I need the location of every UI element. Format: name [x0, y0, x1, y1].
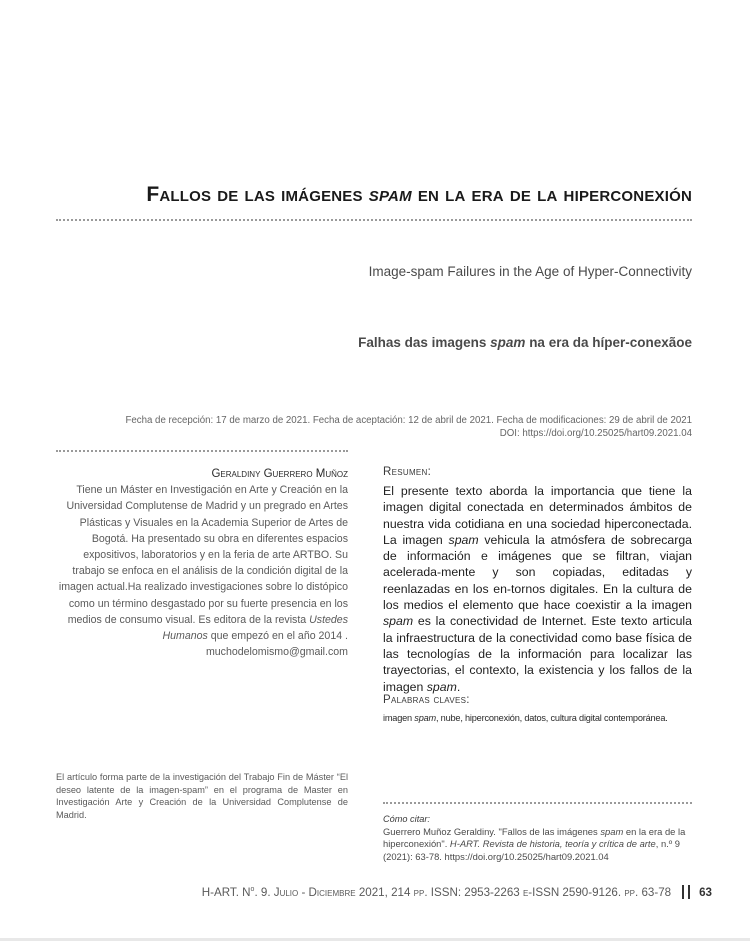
title-divider	[56, 219, 692, 221]
subtitle-pt-italic: spam	[490, 335, 526, 350]
abstract-heading: Resumen:	[383, 466, 432, 478]
abstract-part: vehicula la atmósfera de sobrecarga de información e imágenes que se filtran, viajan acelerada-mente y son copiadas, editadas y reenlazadas en los en-tornos digitales. En la cultura de los medios el elemento que hace coexistir a la imagen	[383, 532, 692, 613]
author-bio-text-end: que empezó en el año 2014 .	[207, 630, 348, 643]
footer-part: H-ART. N	[201, 885, 251, 899]
doi-line[interactable]: DOI: https://doi.org/10.25025/hart09.2021.04	[499, 428, 692, 439]
dates-line: Fecha de recepción: 17 de marzo de 2021. Fecha de aceptación: 12 de abril de 2021. Fecha de modificaciones: 29 de abril de 2021	[125, 415, 692, 426]
footer-pp: pp.	[624, 885, 639, 899]
abstract-part: .	[456, 679, 461, 694]
author-block	[56, 466, 348, 660]
title-text-end: en la era de la hiperconexión	[411, 183, 692, 206]
author-name: Geraldiny Guerrero Muñoz	[211, 468, 348, 480]
cite-heading: Cómo citar:	[383, 814, 430, 824]
footer-months: Julio - Diciembre	[273, 885, 356, 899]
cite-italic: spam	[600, 826, 624, 837]
magazine-name: Ustedes Humanos	[162, 613, 348, 643]
title-italic: spam	[368, 183, 412, 206]
footer-part: 2590-9126.	[559, 885, 625, 899]
abstract-part: El presente texto aborda la importancia que tiene la imagen digital conectada en determinados ámbitos de nuestra vida cotidiana en una sociedad hiperconectada. La imagen	[383, 484, 692, 547]
abstract-italic: spam	[383, 614, 414, 629]
cite-part: Guerrero Muñoz Geraldiny. "Fallos de las imágenes	[383, 826, 601, 837]
footer-sup: o	[250, 885, 255, 893]
keywords-part: imagen	[383, 713, 415, 723]
article-title	[60, 183, 692, 207]
author-bio	[56, 482, 348, 644]
abstract-part: es la conectividad de Internet. Este texto articula la infraestructura de la conectividad como base física de las tecnologías de la información para localizar las trayectorias, el contexto, la existencia y los fallos de la imagen	[383, 614, 692, 694]
subtitle-english: Image-spam Failures in the Age of Hyper-Connectivity	[368, 264, 692, 279]
subtitle-pt-text: Falhas das imagens	[358, 335, 491, 350]
footer-separator	[681, 885, 691, 899]
subtitle-pt-text-end: na era da híper-conexãoe	[525, 335, 692, 350]
footer-part: 2021, 214	[355, 885, 414, 899]
title-text: Fallos de las imágenes	[146, 183, 369, 206]
abstract-italic: spam	[426, 679, 457, 694]
page-number: 63	[699, 885, 712, 899]
cite-part: , n.º 9 (2021): 63-78. https://doi.org/10.25025/hart09.2021.04	[383, 838, 681, 862]
footer-eissn: e-ISSN	[522, 885, 560, 899]
footer-pp: pp.	[413, 885, 428, 899]
cite-part: en la era de la hiperconexión".	[383, 826, 686, 850]
cite-divider	[383, 802, 692, 804]
abstract-text	[383, 483, 692, 695]
publication-dates	[125, 414, 692, 440]
citation-text	[383, 826, 695, 863]
subtitle-portuguese	[358, 335, 692, 350]
keywords-part: , nube, hiperconexión, datos, cultura digital contemporánea.	[435, 713, 668, 723]
left-divider	[56, 450, 348, 452]
footer-journal-info	[202, 886, 671, 899]
keywords-italic: spam	[414, 713, 436, 723]
footer-part: ISSN: 2953-2263	[427, 885, 523, 899]
footer-part: . 9.	[254, 885, 274, 899]
page-footer	[202, 885, 712, 899]
article-note: El artículo forma parte de la investigación del Trabajo Fin de Máster “El deseo latente de la imagen-spam” en el programa de Master en Investigación Arte y Creación de la Universidad Complutense de Madrid.	[56, 772, 348, 820]
author-email[interactable]: muchodelomismo@gmail.com	[205, 646, 348, 659]
footer-part: 63-78	[638, 885, 672, 899]
keywords-text	[383, 713, 695, 723]
author-bio-text: Tiene un Máster en Investigación en Arte y Creación en la Universidad Complutense de Madrid y un pregrado en Artes Plásticas y Visuales en la Academia Superior de Artes de Bogotá. Ha presentado su obra en diferentes espacios expositivos, laboratorios y en la feria de arte ARTBO. Su trabajo se enfoca en el análisis de la condición digital de la imagen actual.Ha realizado investigaciones sobre lo distópico como un término desgastado por su fuerte presencia en los medios de consumo visual. Es editora de la revista	[58, 484, 348, 626]
keywords-heading: Palabras claves:	[383, 694, 470, 706]
journal-name: H-ART. Revista de historia, teoría y crítica de arte	[449, 838, 656, 850]
abstract-italic: spam	[448, 532, 479, 547]
